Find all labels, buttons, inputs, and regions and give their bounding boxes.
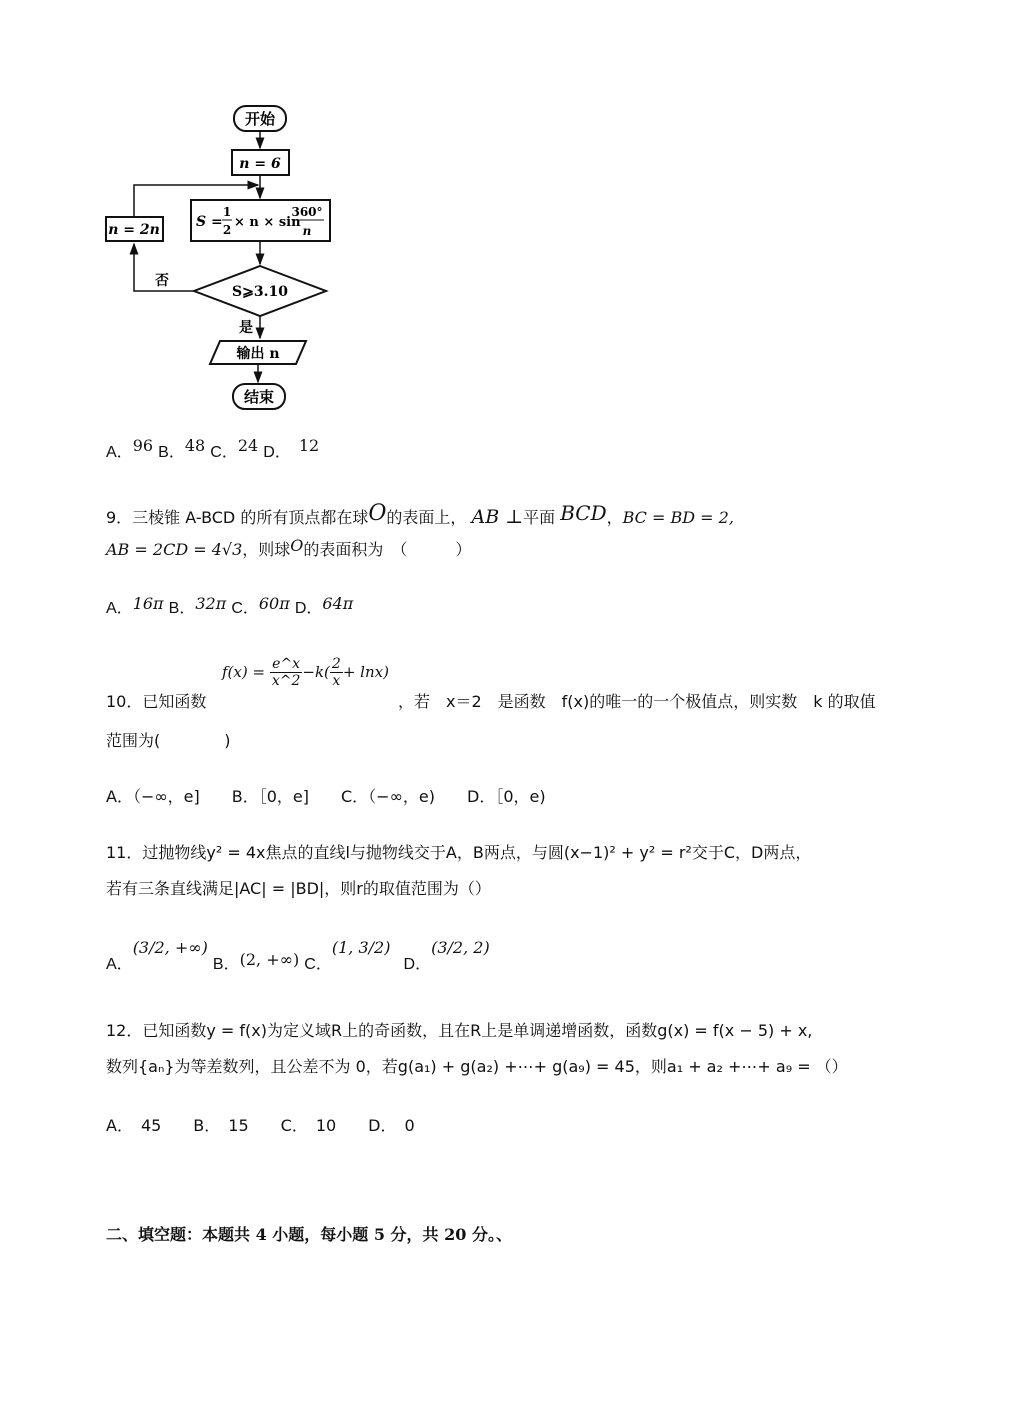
no-label: 否	[155, 273, 169, 289]
q9-ab-expr: AB = 2CD = 4√3	[106, 540, 243, 559]
q8-opt-b-letter: B．	[158, 444, 185, 461]
q11-opt-b: (2, +∞)	[239, 950, 300, 969]
q9-opt-b-letter: B．	[168, 600, 196, 617]
q10-formula	[222, 656, 389, 689]
q12-line2: 数列{aₙ}为等差数列，且公差不为 0，若g(a₁) + g(a₂) +⋯+ g(a₉) = 45，则a₁ + a₂ +⋯+ a₉ = （）	[106, 1057, 848, 1076]
q11-opt-c: (1, 3/2)	[331, 938, 391, 957]
q9-line1	[106, 501, 734, 528]
q10-frac1-num: e^x	[272, 656, 301, 672]
q9-comma: ，	[606, 508, 623, 527]
q9-bc-bd: BC = BD = 2,	[622, 508, 734, 527]
q8-opt-a-letter: A．	[106, 444, 133, 461]
decision-label: S⩾3.10	[232, 284, 288, 300]
process-frac1-den: 2	[222, 223, 232, 237]
q10-frac2	[330, 656, 343, 689]
q10-mid: −k(	[302, 663, 330, 681]
q8-opt-a-value: 96	[132, 436, 154, 455]
q11-options	[106, 940, 490, 984]
q9-opt-d-letter: D．	[294, 600, 323, 617]
q9-sphere-o: O	[368, 501, 387, 526]
q11-opt-a: (3/2, +∞)	[132, 938, 208, 957]
q10-tail: + lnx)	[342, 663, 389, 681]
q10-prefix: 10．已知函数	[106, 692, 207, 711]
q8-opt-b-value: 48	[184, 436, 206, 455]
start-label: 开始	[244, 110, 276, 128]
section-2-title: 二、填空题：本题共 4 小题，每小题 5 分，共 20 分。、	[106, 1225, 512, 1244]
q9-text-c: ，则球	[242, 540, 291, 559]
q9-opt-d-value: 64π	[322, 594, 354, 613]
q9-text-b: 的表面上，	[386, 508, 467, 527]
q11-opt-a-letter: A．	[106, 956, 133, 973]
q11-line2: 若有三条直线满足|AC| = |BD|，则r的取值范围为（）	[106, 879, 491, 898]
process-mid: × n × sin	[234, 215, 301, 230]
q9-opt-a-letter: A．	[106, 600, 133, 617]
q8-opt-c-letter: C．	[210, 444, 238, 461]
process-frac1-num: 1	[222, 205, 232, 219]
q10-frac2-den: x	[332, 673, 341, 689]
q10-options: A．（−∞，e] B．［0，e] C．（−∞，e) D．［0，e)	[106, 787, 546, 806]
q12-line1: 12．已知函数y = f(x)为定义域R上的奇函数，且在R上是单调递增函数，函数g(x) = f(x − 5) + x,	[106, 1021, 813, 1040]
q9-text-d: 的表面积为 （ ）	[303, 540, 472, 559]
q9-line2	[106, 536, 472, 560]
q8-opt-d-letter: D．	[263, 444, 291, 461]
q9-options	[106, 594, 354, 619]
q10-condition: ，若 x＝2 是函数 f(x)的唯一的一个极值点，则实数 k 的取值	[398, 692, 876, 711]
q10-frac1	[270, 656, 303, 689]
q9-text-a: 9．三棱锥 A-BCD 的所有顶点都在球	[106, 508, 369, 527]
q10-fx: f(x) =	[222, 663, 266, 681]
q12-options: A． 45 B． 15 C． 10 D． 0	[106, 1116, 415, 1135]
process-frac2-num: 360°	[291, 205, 323, 219]
q11-line1: 11．过抛物线y² = 4x焦点的直线l与抛物线交于A，B两点，与圆(x−1)² + y² = r²交于C，D两点，	[106, 843, 812, 862]
update-label: n = 2n	[108, 222, 160, 238]
end-label: 结束	[243, 388, 275, 406]
q10-line2: 范围为( )	[106, 731, 231, 750]
q9-perp: AB ⊥	[471, 506, 524, 528]
q8-options	[106, 436, 320, 463]
q9-bcd: BCD	[560, 501, 607, 525]
q9-opt-b-value: 32π	[195, 594, 227, 613]
q9-opt-c-letter: C．	[231, 600, 259, 617]
process-s: S =	[196, 214, 223, 230]
q11-opt-b-letter: B．	[212, 956, 240, 973]
q11-opt-d-letter: D．	[403, 956, 432, 973]
q8-opt-d-value: 12	[298, 436, 320, 455]
q10-frac1-den: x^2	[271, 673, 301, 689]
q9-opt-a-value: 16π	[132, 594, 164, 613]
q9-opt-c-value: 60π	[258, 594, 290, 613]
output-label: 输出 n	[236, 346, 280, 362]
q10-frac2-num: 2	[331, 656, 341, 672]
q9-sphere-o2: O	[290, 536, 304, 555]
q8-opt-c-value: 24	[237, 436, 259, 455]
q11-opt-c-letter: C．	[304, 956, 332, 973]
process-frac2-den: n	[302, 224, 312, 238]
init-label: n = 6	[239, 156, 281, 172]
flowchart	[0, 0, 360, 420]
q11-opt-d: (3/2, 2)	[431, 938, 490, 957]
q9-plane: 平面	[523, 508, 556, 527]
yes-label: 是	[239, 320, 253, 336]
